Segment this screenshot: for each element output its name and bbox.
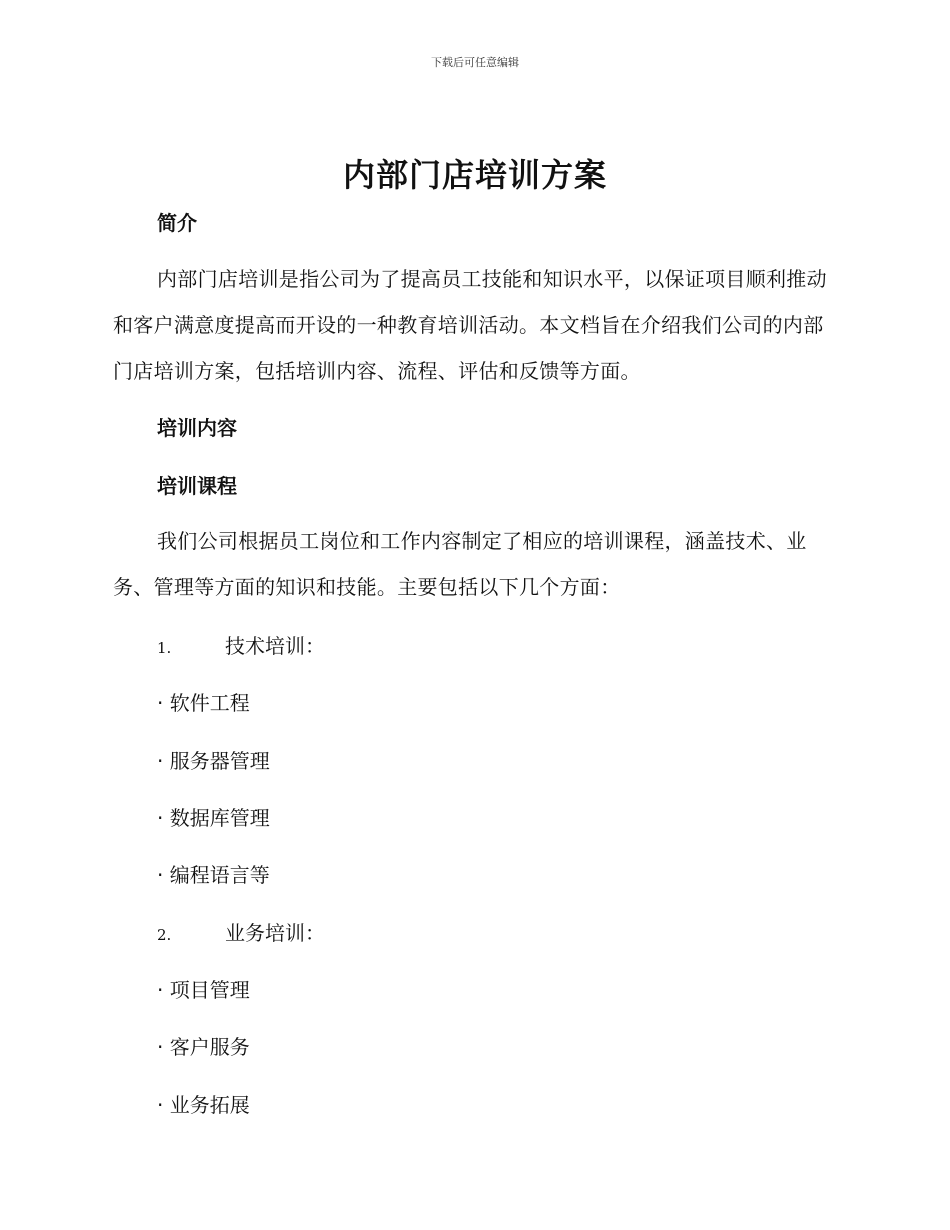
numbered-item-technical (157, 630, 325, 659)
numbered-item-business (157, 917, 325, 946)
section-heading-intro: 简介 (157, 211, 197, 235)
list-label: 业务培训： (225, 921, 325, 945)
bullet-item: · 客户服务 (157, 1035, 250, 1059)
bullet-item: · 服务器管理 (157, 749, 270, 773)
list-label: 技术培训： (225, 634, 325, 658)
list-number: 2. (157, 926, 172, 944)
bullet-item: · 软件工程 (157, 691, 250, 715)
section-heading-content: 培训内容 (157, 416, 237, 440)
courses-paragraph: 我们公司根据员工岗位和工作内容制定了相应的培训课程，涵盖技术、业务、管理等方面的知识和技能。主要包括以下几个方面： (113, 529, 807, 599)
bullet-item: · 编程语言等 (157, 863, 270, 887)
bullet-item: · 业务拓展 (157, 1093, 250, 1117)
bullet-item: · 数据库管理 (157, 806, 270, 830)
header-note: 下载后可任意编辑 (431, 56, 519, 69)
bullet-item: · 项目管理 (157, 978, 250, 1002)
intro-paragraph: 内部门店培训是指公司为了提高员工技能和知识水平，以保证项目顺利推动和客户满意度提高而开设的一种教育培训活动。本文档旨在介绍我们公司的内部门店培训方案，包括培训内容、流程、评估和反馈等方面。 (113, 267, 827, 383)
list-number: 1. (157, 639, 172, 657)
subsection-heading-courses: 培训课程 (157, 474, 237, 498)
document-title: 内部门店培训方案 (342, 156, 607, 194)
